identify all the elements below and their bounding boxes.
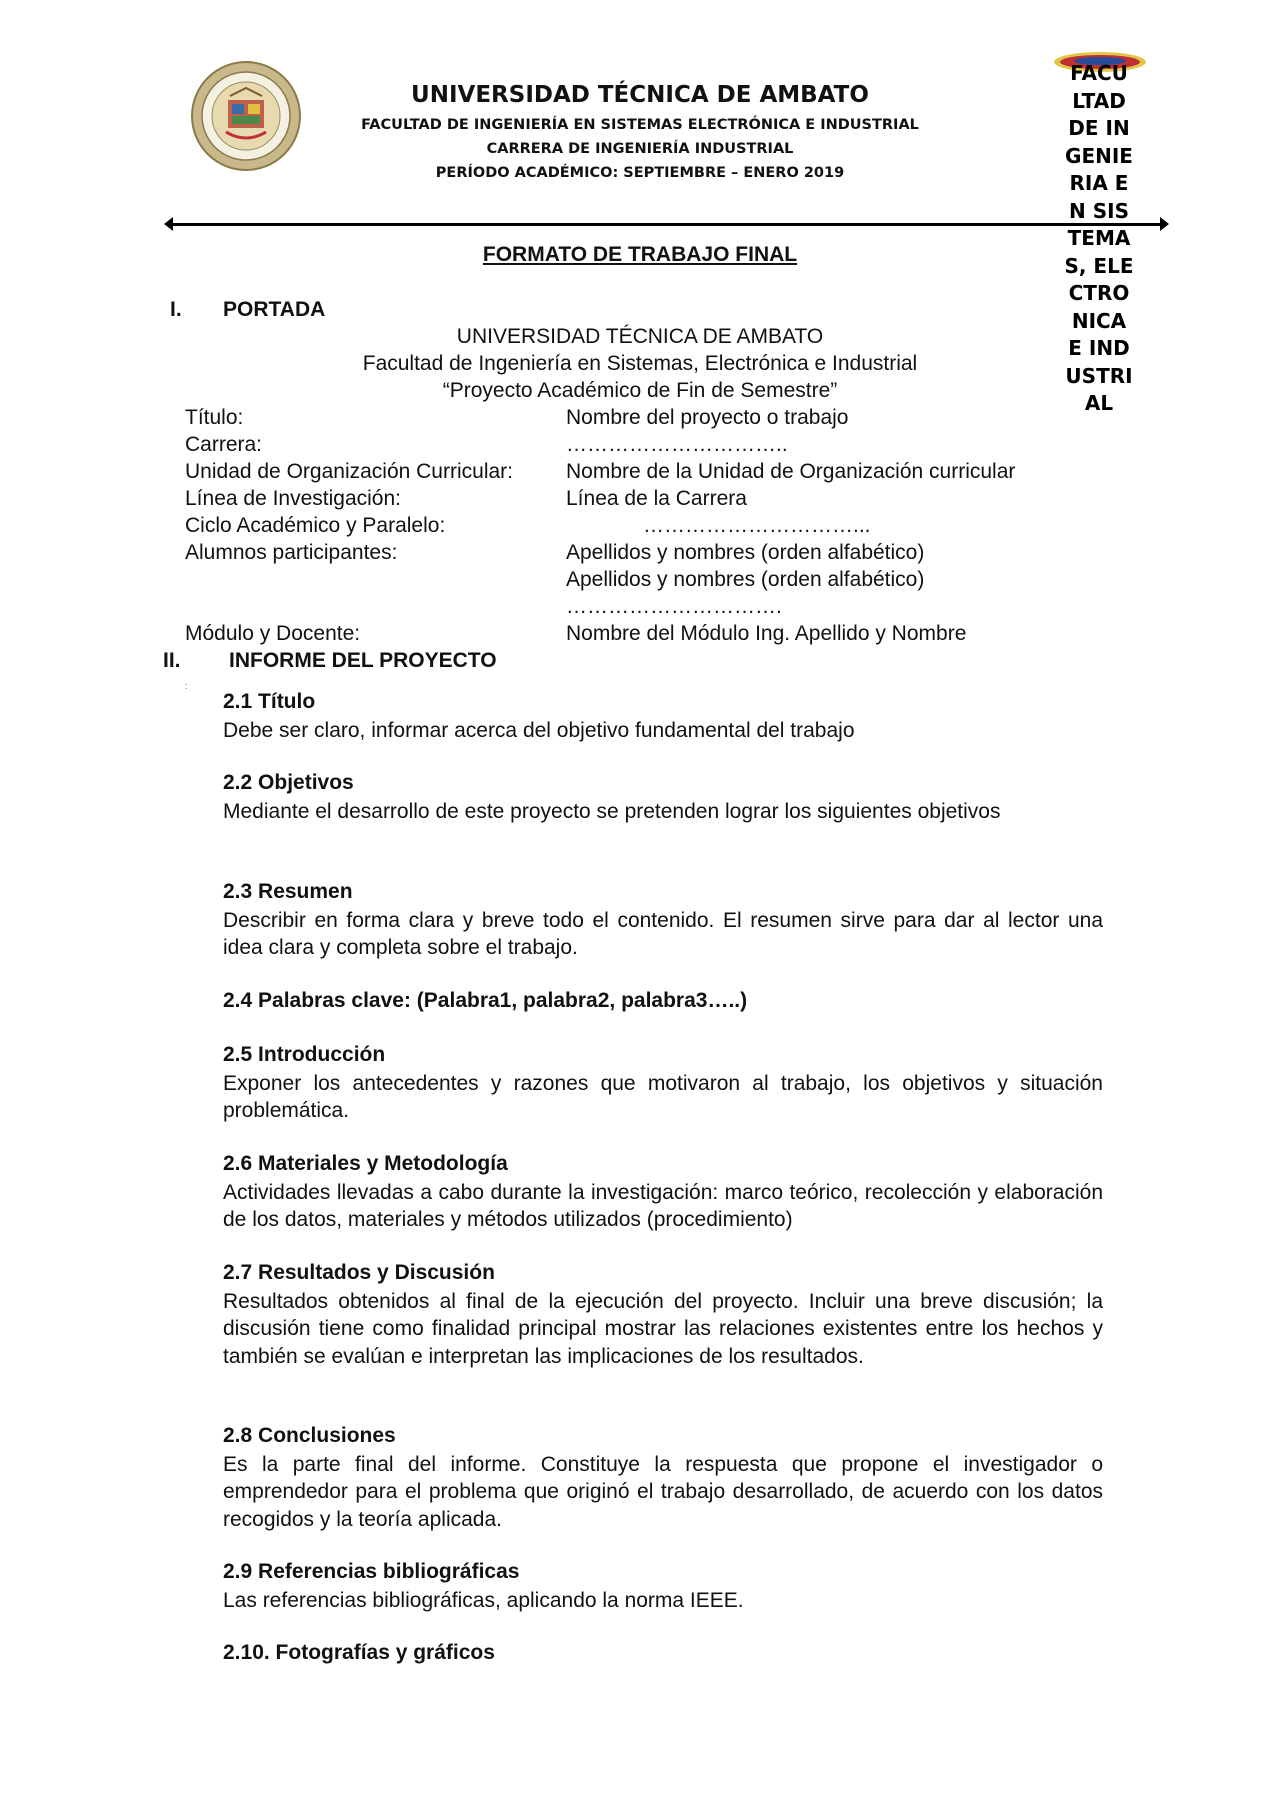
item-heading: 2.7 Resultados y Discusión [223,1261,495,1284]
item-text: Debe ser claro, informar acerca del objetivo fundamental del trabajo [223,719,855,742]
divider-right-arrow [1160,217,1169,231]
cover-row-value: Nombre de la Unidad de Organización curricular [566,460,1016,483]
item-text: Mediante el desarrollo de este proyecto se pretenden lograr los siguientes objetivos [223,800,1001,823]
header-university-name: UNIVERSIDAD TÉCNICA DE AMBATO [411,82,869,108]
item-heading: 2.2 Objetivos [223,771,354,794]
cover-university: UNIVERSIDAD TÉCNICA DE AMBATO [456,325,824,348]
item-text: Actividades llevadas a cabo durante la investigación: marco teórico, recolección y elaboración de los datos, materiales y métodos utilizados (procedimiento) [223,1181,1103,1232]
section2-number: II. [163,649,181,672]
cover-row-label: Unidad de Organización Curricular: [185,460,513,483]
item-text: Resultados obtenidos al final de la ejecución del proyecto. Incluir una breve discusión; la discusión tiene como finalidad principal mostrar las relaciones existentes entre los hechos y también se evalúan e interpretan las implicaciones de los resultados. [223,1290,1103,1368]
document-title: FORMATO DE TRABAJO FINAL [482,243,798,266]
cover-row-label: Alumnos participantes: [185,541,398,564]
header-career: CARRERA DE INGENIERÍA INDUSTRIAL [486,141,794,157]
item-heading: 2.6 Materiales y Metodología [223,1152,508,1175]
cover-row-label: Ciclo Académico y Paralelo: [185,514,446,537]
cover-row-value: Apellidos y nombres (orden alfabético) [566,568,925,591]
item-text: Es la parte final del informe. Constituye la respuesta que propone el investigador o emprendedor para el problema que originó el trabajo desarrollado, de acuerdo con los datos recogidos y la teoría aplicada. [223,1453,1103,1531]
cover-row-value: …………………………. [566,595,782,618]
cover-project-type: “Proyecto Académico de Fin de Semestre” [442,379,838,402]
header-faculty: FACULTAD DE INGENIERÍA EN SISTEMAS ELECTRÓNICA E INDUSTRIAL [361,117,919,133]
item-heading: 2.8 Conclusiones [223,1424,396,1447]
paragraph-mark: : [185,681,188,691]
item-heading: 2.9 Referencias bibliográficas [223,1560,520,1583]
cover-row-label: Línea de Investigación: [185,487,401,510]
cover-row-label: Carrera: [185,433,263,456]
item-heading: 2.3 Resumen [223,880,353,903]
item-heading: 2.10. Fotografías y gráficos [223,1641,495,1664]
cover-row-value: Apellidos y nombres (orden alfabético) [566,541,925,564]
divider-left-arrow [164,217,173,231]
item-heading: 2.5 Introducción [223,1043,386,1066]
section2-label: INFORME DEL PROYECTO [229,649,497,672]
item-text: Las referencias bibliográficas, aplicando la norma IEEE. [223,1589,744,1612]
header-divider [170,223,1160,226]
cover-row-value: ………………………….. [566,433,788,456]
section1-number: I. [170,298,182,321]
cover-faculty: Facultad de Ingeniería en Sistemas, Electrónica e Industrial [362,352,918,375]
cover-row-label: Módulo y Docente: [185,622,361,645]
section1-label: PORTADA [223,298,326,321]
item-heading: 2.4 Palabras clave: (Palabra1, palabra2, palabra3…..) [223,989,748,1012]
vertical-faculty-text: FACULTAD DE INGENIERIA EN SISTEMAS, ELECTRONICA E INDUSTRIAL [1064,61,1134,415]
item-text: Describir en forma clara y breve todo el contenido. El resumen sirve para dar al lector una idea clara y completa sobre el trabajo. [223,909,1103,960]
cover-row-value: Línea de la Carrera [566,487,747,510]
cover-row-value: Nombre del proyecto o trabajo [566,406,849,429]
header-period: PERÍODO ACADÉMICO: SEPTIEMBRE – ENERO 2019 [435,165,845,181]
cover-row-label: Título: [185,406,244,429]
cover-row-value: …………………………... [643,514,871,537]
item-heading: 2.1 Título [223,690,316,713]
item-text: Exponer los antecedentes y razones que motivaron al trabajo, los objetivos y situación problemática. [223,1072,1103,1123]
cover-row-value: Nombre del Módulo Ing. Apellido y Nombre [566,622,967,645]
